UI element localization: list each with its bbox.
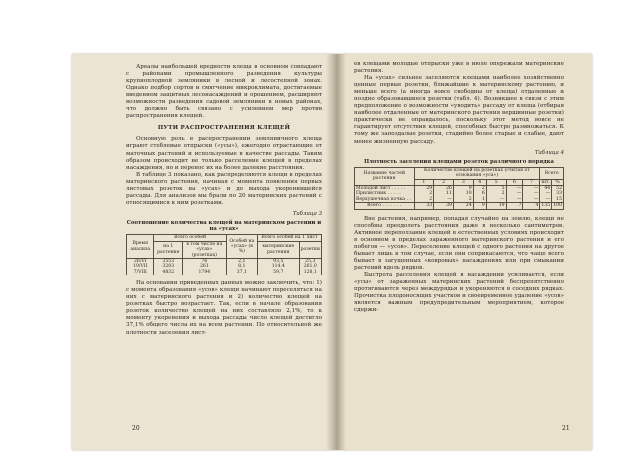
paragraph: Основную роль в распространении земляничного клеща играют стеблевые отпрыски («усы»), ежегодно отрастающие от маточных растений и используемые в качестве рассады. Таким образом происходит не только расселение клещей в пределах насаждения, но и перенос их на более далекие расстояния. [126,136,322,171]
paragraph: В таблице 3 показано, как распределяются клещи в пределах материнского растения, начиная с момента появления первых листовых розеток на «усах» и до выхода укоренившейся рассады. Для анализов мы брали по 20 материнских растений с относящимися к ним розетками. [126,171,322,206]
paragraph: Ареалы наибольшей вредности клеща в основном совпадают с районами промышленного разведения культуры крупноплодной земляники в лесной и лесостепной зонах. Однако подбор сортов и смягчение микроклимата, достигаемые введением защитных лесонасаждений и орошением, расширяют возможности разведения садовой земляники в новых районах, что должно быть связано с усилением мер против распространения клещей. [126,64,322,120]
paragraph: На основании приведенных данных можно заключить, что: 1) с момента образования «усов» клещи начинают переселяться на них с материнского растения и 2) количество клещей на розетках быстро возрастает. Так, если в начале образования розеток количество клещей на них составляло 2,1%, то к моменту укоренения и выхода рассады число клещей достигло 37,1% общего числа их на всем растении. По относительной же плотности заселения лист- [126,280,322,336]
table-row: 7/VIII 4832 1794 37,1 59,7 128,1 [127,270,322,275]
table-total-row: Всего . . . . . . . 33 39 24 9 19 7 4 135 100 [355,203,564,209]
left-page [72,54,338,450]
col-header-pct: % [552,179,564,185]
paragraph: На «усах» сильнее заселяются клещами наиболее хозяйственно ценные первые розетки, ближайшие к материнскому растению, и меньше всего (а иногда вовсе свободны от клеща) отдаленные и поздно образовавшиеся розетки (табл. 4). Возникшее в связи с этим предположение о возможности «уводить» рассаду от клеща (отбирая наиболее отдаленные от материнского растения вершинные розетки) практически не оправдалось, поскольку этот метод вовсе не гарантирует отсутствия клещей, способных быстро размножаться. К тому же запоздалые розетки, стадийно более старые и слабые, дают менее жизненную рассаду. [354,75,564,145]
table-row: Молодой лист . . . . . 29 26 9 2 5 — — 44 52 [356,186,562,192]
col-header-time: Время анализа [127,235,154,259]
col-header-unit: шт. [541,179,550,185]
page-number: 21 [562,425,570,432]
book-gutter [326,54,346,450]
left-text-column [126,64,322,337]
paragraph: ев клещами молодые отпрыски уже в июле опережали материнские растения. [354,61,564,75]
right-page [334,54,592,450]
table-caption: Соотношение количества клещей на материнском растении и на «усах» [126,219,322,233]
table-row: Верхушечная почка . . 2 — 2 1 — — — — 15 [356,196,562,202]
col-header-rosettes: розетки [299,241,321,258]
table-3 [126,234,322,275]
col-header-per-plant: на 1 растение [154,241,183,258]
col-header-total: Всего [540,167,564,179]
paragraph: Вне растения, например, попадая случайно на землю, клещи не способны преодолеть расстояния даже в несколько сантиметров. Активное переползание клещей в естественных условиях происходит в основном в пределах зараженного материнского растения и его побегов — «усов». Переселение клещей с одного растения на другое бывает лишь в том случае, если они соприкасаются, что чаще всего бывает в загущенных «ковровых» насаждениях или при смыкании растений вдоль рядков. [354,215,564,271]
col-header-in-that: в том числе на «усах» (розетках) [183,241,227,258]
book-spread [72,54,592,450]
table-label: Таблица 4 [534,149,564,156]
col-header-group: Количество клещей на розетках (считая от основания «уса») [414,167,540,179]
col-header-mother: материнские растения [258,241,300,258]
table-row: Прилистник . . . . . 2 11 10 6 2 — — — 33 [356,191,562,197]
col-header-part: Название частей растения [355,167,415,185]
table-caption: Плотность заселения клещами розеток различного порядка [364,158,554,165]
table-4: Название частей растения Количество клещей на розетках (считая от основания «уса») Всего 1 2 3 4 5 6 7 шт. % Молодой лист . . . . . 29 26 9 2 5 — — 44 52 Прилистник . . . . . 2 11 10 6 2 — — — 33 Верхушечная почка . . 2 — 2 1 — — — — 15 Всего . . . . . . . 33 39 24 9 19 7 4 135 100 [356,167,562,209]
paragraph: Быстрота расселения клещей в насаждении усиливается, если «усы» от зараженных материнских растений беспрепятственно протягиваются через междурядья и укореняются в соседних рядках. Прочистка плодоносящих участков и своевременное удаление «усов» является важным предупредительным мероприятием, которое сдержи- [354,272,564,314]
table-label: Таблица 3 [292,210,322,217]
table-row: 26/VI 3553 76 2,1 93,5 25,3 [127,258,322,264]
table-row: 19/VII 3203 261 8,1 114,4 261,0 [127,264,322,269]
col-header-per-leaf: Всего особей на 1 лист [258,235,322,241]
col-header-pct: Особей на «усах» (в %) [226,235,257,259]
page-number: 20 [132,425,140,432]
right-text-column [354,61,564,314]
col-header-total: Всего особей [154,235,226,241]
section-heading: ПУТИ РАСПРОСТРАНЕНИЯ КЛЕЩЕЙ [157,125,291,132]
